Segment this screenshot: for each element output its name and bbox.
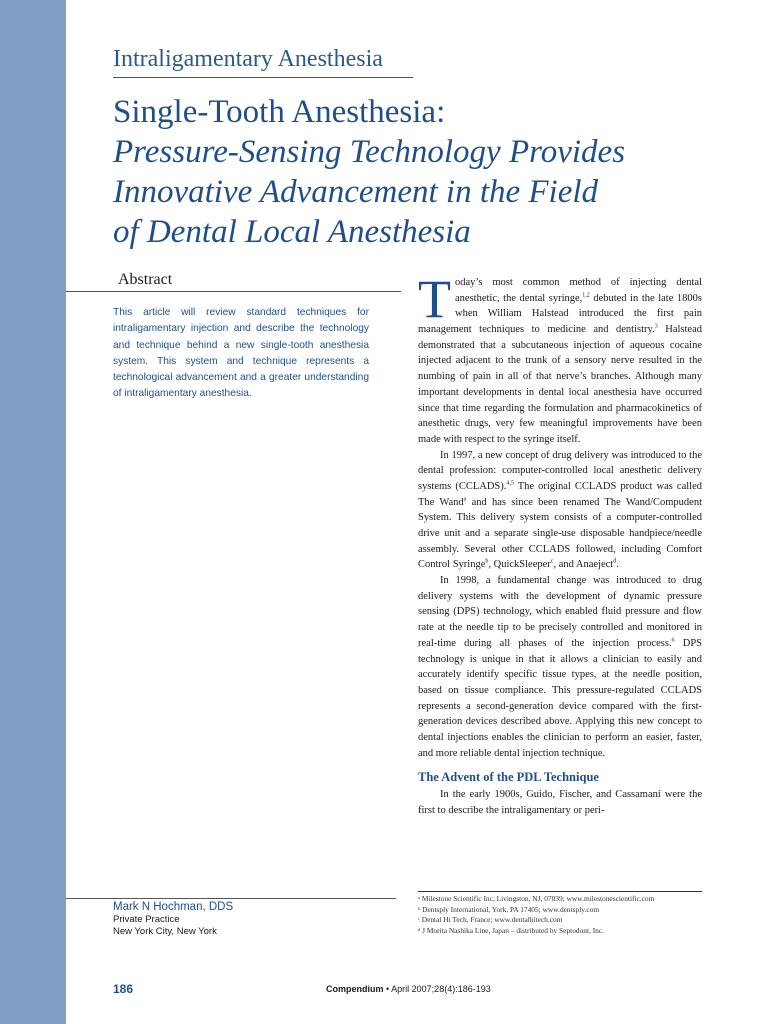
citation-ref: 6	[671, 637, 675, 644]
footnotes	[418, 894, 708, 936]
p2-text: In 1997, a new concept of drug delivery was introduced to the dental profession: computer-controlled local anesthetic delivery systems (CCLADS).	[418, 449, 702, 492]
abstract-heading: Abstract	[118, 271, 173, 288]
title-main: Single-Tooth Anesthesia:	[113, 94, 446, 130]
author-rule	[66, 898, 396, 899]
abstract-text: This article will review standard techniques for intraligamentary injection and describe the technology and technique behind a new single-tooth anesthesia system. This system and technique represents a technological advancement and a greater understanding of intraligamentary anesthesia.	[113, 307, 369, 400]
citation-ref: 3	[654, 323, 658, 330]
body-paragraph-3	[418, 573, 702, 761]
journal-citation	[326, 984, 491, 994]
footnote-d: ᵈ J Morita Nashika Line, Japan – distributed by Septodont, Inc.	[418, 925, 605, 935]
p1-text: debuted in the late 1800s when William Halstead introduced the first pain management techniques to medicine and dentistry.	[418, 292, 702, 336]
footnote-ref: b	[485, 558, 489, 565]
p2-text: , and Anaeject	[553, 559, 614, 571]
drop-cap: T	[418, 269, 451, 329]
footnote-a: ᵃ Milestone Scientific Inc, Livingston, NJ, 07039; www.milestonescientific.com	[418, 894, 655, 903]
body-paragraph-2	[418, 448, 702, 574]
footnote-c: ᶜ Dental Hi Tech, France; www.dentalhitech.com	[418, 915, 563, 924]
p3-text: In 1998, a fundamental change was introduced to drug delivery systems with the development of dynamic pressure sensing (DPS) technology, which enabled fluid pressure and flow rate at the needle tip to be precisely controlled and monitored in real-time during all phases of the injection process.	[418, 575, 702, 649]
body-column	[418, 269, 702, 818]
author-block	[113, 901, 233, 938]
journal-name: Compendium	[326, 984, 384, 994]
citation-ref: 4,5	[506, 480, 514, 487]
footnote-b: ᵇ Dentsply International, York, PA 17405; www.dentsply.com	[418, 904, 600, 914]
author-name: Mark N Hochman, DDS	[113, 901, 234, 913]
footnote-ref: d	[613, 558, 617, 565]
citation-details: • April 2007;28(4):186-193	[383, 984, 491, 994]
p2-text: and has since been renamed The Wand/Compudent System. This delivery system consists of a computer-controlled drive unit and a separate single-use disposable handpiece/needle assembly. Several other CCLADS followed, including Comfort Control Syringe	[418, 496, 702, 571]
section-rule	[113, 77, 413, 78]
p2-text: .	[616, 559, 619, 571]
body-paragraph-4: In the early 1900s, Guido, Fischer, and Cassamani were the first to describe the intraligamentary or peri-	[418, 789, 702, 816]
title-subtitle-line-1: Pressure-Sensing Technology Provides	[113, 134, 626, 170]
section-subheading: The Advent of the PDL Technique	[418, 770, 599, 785]
p2-text: , QuickSleeper	[488, 559, 551, 571]
abstract-rule	[66, 291, 401, 292]
citation-ref: 1,2	[582, 292, 590, 299]
p1-text: oday’s most common method of injecting dental anesthetic, the dental syringe,	[455, 277, 702, 304]
title-subtitle-line-2: Innovative Advancement in the Field	[113, 174, 599, 210]
page-number: 186	[113, 982, 134, 996]
title-subtitle-line-3: of Dental Local Anesthesia	[113, 214, 471, 250]
p2-text: The original CCLADS product was called The Wand	[418, 480, 702, 508]
footnote-rule	[418, 891, 702, 892]
footnote-ref: c	[550, 558, 554, 565]
p3-text: DPS technology is unique in that it allows a clinician to easily and accurately identify specific tissue types, at the needle position, based on tissue compliance. This pressure-regulated CCLADS represents a second-generation device compared with the first-generation devices described above. Applying this new concept to dental injections enables the clinician to perform an easier, faster, and more reliable dental injection technique.	[418, 637, 702, 759]
section-label: Intraligamentary Anesthesia	[113, 46, 383, 72]
author-affiliation: Private Practice	[113, 914, 180, 925]
author-location: New York City, New York	[113, 926, 217, 937]
sidebar-color-band	[0, 0, 66, 1024]
footnote-ref: a	[463, 496, 467, 503]
body-paragraph-1	[418, 269, 702, 448]
p1-text: Halstead demonstrated that a subcutaneous injection of aqueous cocaine injected adjacent to the trunk of a sensory nerve resulted in the numbing of pain in all of that nerve’s branches. Although many important developments in dental local anesthesia have occurred since that time regarding the formulation and pharmacokinetics of anesthetic drugs, very few meaningful improvements have been made with respect to the syringe itself.	[418, 324, 702, 445]
article-title	[113, 92, 733, 252]
